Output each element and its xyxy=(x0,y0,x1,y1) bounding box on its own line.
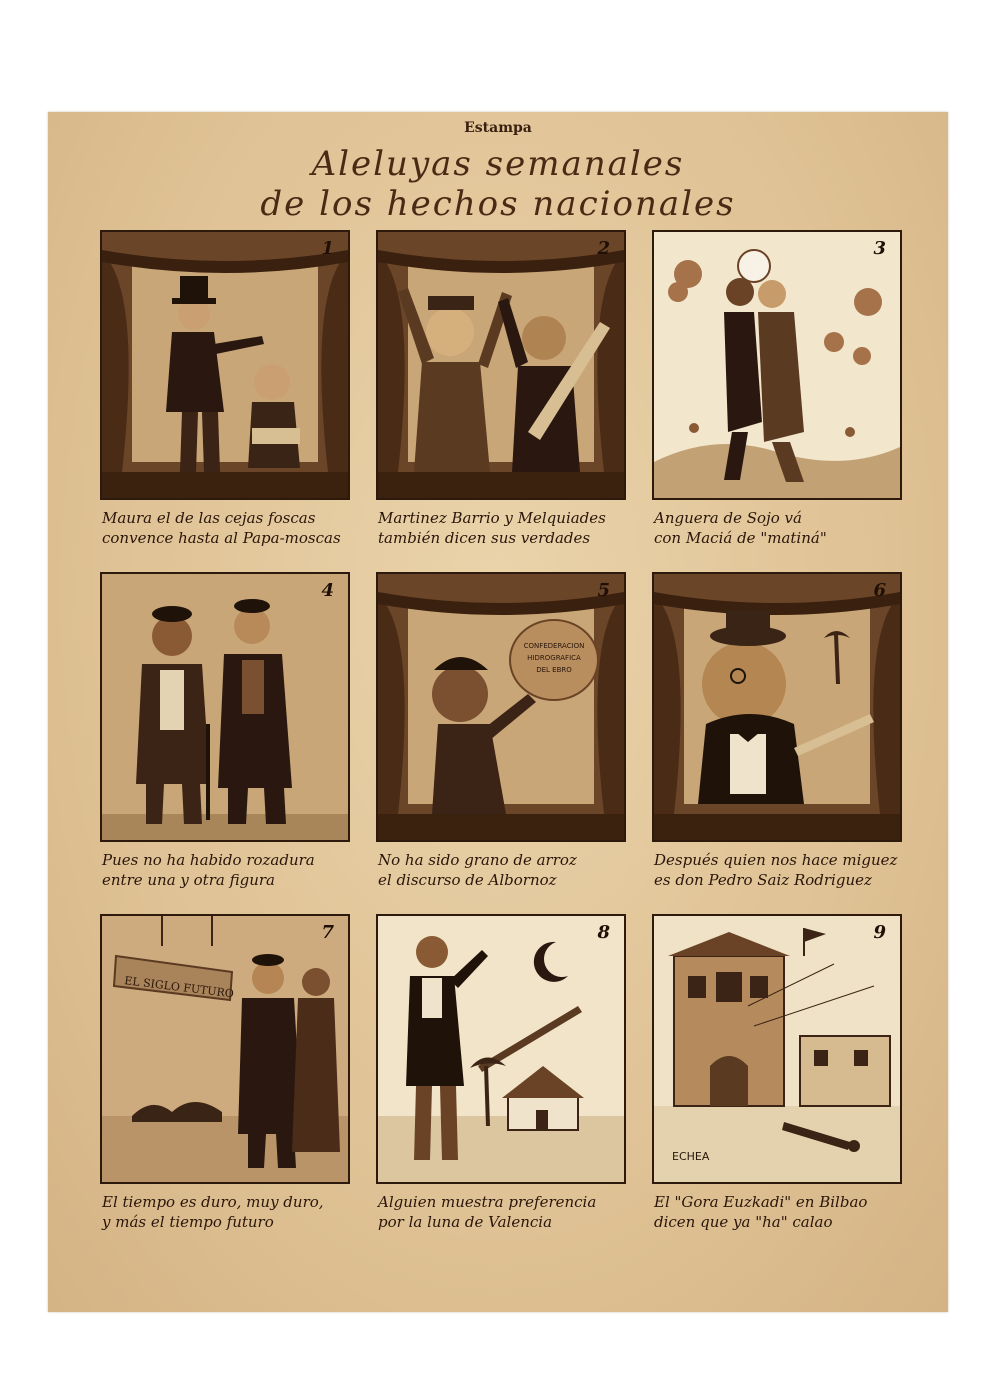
panel-number-5: 5 xyxy=(597,580,610,601)
caption-line: El tiempo es duro, muy duro, xyxy=(102,1193,324,1211)
panel-caption-4 xyxy=(102,850,352,890)
artist-signature: ECHEA xyxy=(672,1150,710,1163)
comic-panel-7 xyxy=(100,914,350,1184)
panel-7-illustration xyxy=(102,916,348,1182)
panel-number-4: 4 xyxy=(321,580,334,601)
caption-line: es don Pedro Saiz Rodriguez xyxy=(654,871,872,889)
comic-panel-8 xyxy=(376,914,626,1184)
sign-text-line: DEL EBRO xyxy=(536,666,572,674)
panel-number-1: 1 xyxy=(321,238,334,259)
panel-number-6: 6 xyxy=(873,580,886,601)
comic-cell-4 xyxy=(100,572,350,902)
caption-line: y más el tiempo futuro xyxy=(102,1213,274,1231)
headline-line-2: de los hechos nacionales xyxy=(260,184,736,224)
panel-6-illustration xyxy=(654,574,900,840)
sign-text-line: CONFEDERACION xyxy=(523,642,585,650)
caption-line: por la luna de Valencia xyxy=(378,1213,553,1231)
caption-line: Pues no ha habido rozadura xyxy=(102,851,315,869)
panel-8-illustration xyxy=(378,916,624,1182)
comic-panel-5 xyxy=(376,572,626,842)
caption-line: con Maciá de "matiná" xyxy=(654,529,827,547)
comic-cell-6 xyxy=(652,572,902,902)
panel-caption-7 xyxy=(102,1192,352,1232)
caption-line: Anguera de Sojo vá xyxy=(654,509,802,527)
caption-line: también dicen sus verdades xyxy=(378,529,591,547)
caption-line: Alguien muestra preferencia xyxy=(378,1193,597,1211)
panel-number-2: 2 xyxy=(597,238,610,259)
panel-5-illustration xyxy=(378,574,624,840)
caption-line: convence hasta al Papa-moscas xyxy=(102,529,341,547)
panel-2-illustration xyxy=(378,232,624,498)
masthead: Estampa xyxy=(464,120,532,136)
comic-cell-1 xyxy=(100,230,350,560)
comic-panel-9 xyxy=(652,914,902,1184)
caption-line: dicen que ya "ha" calao xyxy=(654,1213,833,1231)
comic-cell-8 xyxy=(376,914,626,1244)
caption-line: entre una y otra figura xyxy=(102,871,275,889)
comic-grid xyxy=(100,230,902,1244)
comic-cell-9 xyxy=(652,914,902,1244)
panel-1-illustration xyxy=(102,232,348,498)
panel-number-8: 8 xyxy=(597,922,610,943)
comic-panel-2 xyxy=(376,230,626,500)
comic-cell-5 xyxy=(376,572,626,902)
panel-number-9: 9 xyxy=(873,922,886,943)
panel-number-7: 7 xyxy=(321,922,334,943)
panel-9-illustration xyxy=(654,916,900,1182)
sign-text: EL SIGLO FUTURO xyxy=(123,974,235,1001)
panel-caption-2 xyxy=(378,508,628,548)
caption-line: Martinez Barrio y Melquiades xyxy=(378,509,606,527)
caption-line: el discurso de Albornoz xyxy=(378,871,557,889)
comic-panel-1 xyxy=(100,230,350,500)
caption-line: El "Gora Euzkadi" en Bilbao xyxy=(654,1193,868,1211)
comic-cell-7 xyxy=(100,914,350,1244)
caption-line: No ha sido grano de arroz xyxy=(378,851,577,869)
magazine-page xyxy=(48,112,948,1312)
panel-caption-3 xyxy=(654,508,904,548)
caption-line: Maura el de las cejas foscas xyxy=(102,509,316,527)
comic-cell-3 xyxy=(652,230,902,560)
panel-caption-8 xyxy=(378,1192,628,1232)
comic-cell-2 xyxy=(376,230,626,560)
comic-panel-3 xyxy=(652,230,902,500)
headline-line-1: Aleluyas semanales xyxy=(311,144,685,184)
caption-line: Después quien nos hace miguez xyxy=(654,851,898,869)
panel-number-3: 3 xyxy=(873,238,886,259)
comic-panel-4 xyxy=(100,572,350,842)
panel-3-illustration xyxy=(654,232,900,498)
panel-caption-1 xyxy=(102,508,352,548)
sign-text-line: HIDROGRAFICA xyxy=(527,654,581,662)
panel-4-illustration xyxy=(102,574,348,840)
panel-caption-9 xyxy=(654,1192,904,1232)
comic-panel-6 xyxy=(652,572,902,842)
panel-caption-6 xyxy=(654,850,904,890)
panel-caption-5 xyxy=(378,850,628,890)
